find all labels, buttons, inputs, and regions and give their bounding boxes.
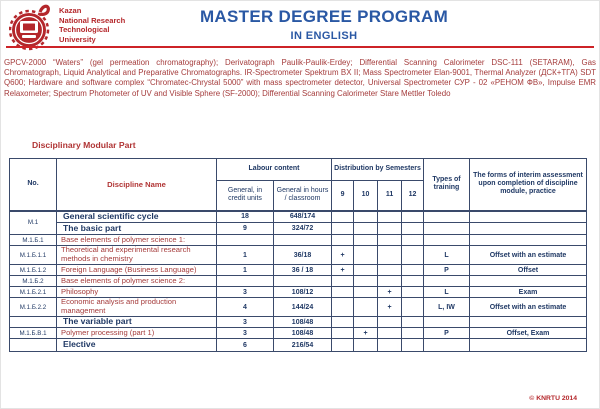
row-number-cell — [10, 339, 57, 352]
training-type-cell: P — [424, 328, 470, 339]
header-no: No. — [10, 159, 57, 211]
assessment-cell — [470, 211, 587, 223]
header-semester-9: 9 — [332, 181, 354, 211]
semester-12-cell — [402, 298, 424, 317]
header-general-credit: General, in credit units — [217, 181, 274, 211]
training-type-cell — [424, 317, 470, 328]
hours-cell: 216/54 — [274, 339, 332, 352]
semester-12-cell — [402, 328, 424, 339]
header-titles — [1, 7, 599, 42]
semester-11-cell — [378, 328, 402, 339]
training-type-cell — [424, 223, 470, 235]
credit-units-cell: 6 — [217, 339, 274, 352]
discipline-name-cell: Theoretical and experimental research methods in chemistry — [57, 246, 217, 265]
row-number-cell: М.1.Б.2 — [10, 276, 57, 287]
semester-9-cell — [332, 298, 354, 317]
row-number-cell: М.1.Б.1.2 — [10, 265, 57, 276]
hours-cell — [274, 276, 332, 287]
curriculum-table-wrap — [9, 158, 587, 352]
table-row — [10, 328, 587, 339]
hours-cell: 108/48 — [274, 328, 332, 339]
table-row — [10, 298, 587, 317]
header-assessment-forms: The forms of interim assessment upon completion of discipline module, practice — [470, 159, 587, 211]
semester-10-cell — [354, 223, 378, 235]
semester-11-cell — [378, 317, 402, 328]
table-row — [10, 287, 587, 298]
hours-cell — [274, 235, 332, 246]
semester-11-cell — [378, 339, 402, 352]
table-row — [10, 246, 587, 265]
semester-9-cell — [332, 276, 354, 287]
table-row — [10, 339, 587, 352]
training-type-cell: L — [424, 246, 470, 265]
semester-12-cell — [402, 246, 424, 265]
semester-11-cell — [378, 223, 402, 235]
row-number-cell: М.1.Б.2.2 — [10, 298, 57, 317]
semester-10-cell — [354, 235, 378, 246]
assessment-cell — [470, 223, 587, 235]
semester-12-cell — [402, 265, 424, 276]
university-name-line: National Research — [59, 15, 126, 25]
semester-10-cell — [354, 276, 378, 287]
hours-cell: 108/48 — [274, 317, 332, 328]
table-row — [10, 211, 587, 223]
semester-11-cell: + — [378, 287, 402, 298]
header-types-of-training: Types of training — [424, 159, 470, 211]
semester-9-cell — [332, 235, 354, 246]
assessment-cell: Offset with an estimate — [470, 298, 587, 317]
table-row — [10, 276, 587, 287]
training-type-cell — [424, 235, 470, 246]
header-semester-10: 10 — [354, 181, 378, 211]
semester-10-cell — [354, 339, 378, 352]
assessment-cell: Exam — [470, 287, 587, 298]
hours-cell: 648/174 — [274, 211, 332, 223]
assessment-cell: Offset — [470, 265, 587, 276]
semester-10-cell — [354, 298, 378, 317]
row-number-cell: М.1 — [10, 211, 57, 235]
table-row — [10, 265, 587, 276]
discipline-name-cell: Elective — [57, 339, 217, 352]
table-row — [10, 235, 587, 246]
semester-12-cell — [402, 339, 424, 352]
header-general-hours: General in hours / classroom — [274, 181, 332, 211]
header-distribution: Distribution by Semesters — [332, 159, 424, 181]
semester-12-cell — [402, 223, 424, 235]
university-name-line: Kazan — [59, 6, 82, 15]
credit-units-cell: 3 — [217, 317, 274, 328]
header-labour-content: Labour content — [217, 159, 332, 181]
row-number-cell: М.1.Б.1.1 — [10, 246, 57, 265]
semester-9-cell: + — [332, 265, 354, 276]
semester-9-cell — [332, 287, 354, 298]
credit-units-cell: 3 — [217, 328, 274, 339]
hours-cell: 36/18 — [274, 246, 332, 265]
semester-10-cell — [354, 265, 378, 276]
training-type-cell: L, IW — [424, 298, 470, 317]
training-type-cell — [424, 276, 470, 287]
table-row — [10, 317, 587, 328]
header-semester-11: 11 — [378, 181, 402, 211]
university-name-line: Technological — [59, 25, 110, 35]
assessment-cell — [470, 235, 587, 246]
semester-12-cell — [402, 211, 424, 223]
semester-10-cell — [354, 211, 378, 223]
row-number-cell — [10, 317, 57, 328]
semester-9-cell — [332, 339, 354, 352]
hours-cell: 108/12 — [274, 287, 332, 298]
semester-9-cell — [332, 317, 354, 328]
row-number-cell: М.1.Б.1 — [10, 235, 57, 246]
assessment-cell — [470, 276, 587, 287]
row-number-cell: М.1.Б.В.1 — [10, 328, 57, 339]
discipline-name-cell: Economic analysis and production management — [57, 298, 217, 317]
credit-units-cell: 1 — [217, 265, 274, 276]
credit-units-cell: 1 — [217, 246, 274, 265]
section-label: Disciplinary Modular Part — [32, 140, 136, 150]
semester-9-cell — [332, 328, 354, 339]
row-number-cell: М.1.Б.2.1 — [10, 287, 57, 298]
curriculum-table — [9, 158, 587, 352]
semester-11-cell: + — [378, 298, 402, 317]
header-semester-12: 12 — [402, 181, 424, 211]
curriculum-table-body — [10, 211, 587, 352]
semester-9-cell: + — [332, 246, 354, 265]
hours-cell: 324/72 — [274, 223, 332, 235]
semester-9-cell — [332, 223, 354, 235]
page-title: MASTER DEGREE PROGRAM — [199, 7, 449, 26]
discipline-name-cell: Polymer processing (part 1) — [57, 328, 217, 339]
semester-9-cell — [332, 211, 354, 223]
page-subtitle: IN ENGLISH — [290, 30, 358, 42]
copyright: © KNRTU 2014 — [529, 395, 577, 402]
semester-11-cell — [378, 246, 402, 265]
assessment-cell: Offset with an estimate — [470, 246, 587, 265]
discipline-name-cell: The basic part — [57, 223, 217, 235]
semester-10-cell — [354, 317, 378, 328]
training-type-cell — [424, 211, 470, 223]
semester-11-cell — [378, 265, 402, 276]
header-divider — [6, 46, 594, 48]
credit-units-cell — [217, 235, 274, 246]
table-row — [10, 223, 587, 235]
assessment-cell — [470, 339, 587, 352]
semester-11-cell — [378, 235, 402, 246]
discipline-name-cell: General scientific cycle — [57, 211, 217, 223]
semester-10-cell — [354, 246, 378, 265]
credit-units-cell: 18 — [217, 211, 274, 223]
training-type-cell — [424, 339, 470, 352]
discipline-name-cell: Base elements of polymer science 2: — [57, 276, 217, 287]
discipline-name-cell: Base elements of polymer science 1: — [57, 235, 217, 246]
discipline-name-cell: Philosophy — [57, 287, 217, 298]
equipment-paragraph: GPCV-2000 “Waters” (gel permeation chromatography); Derivatograph Paulik-Paulik-Erdey; Differential Scanning Calorimeter DSC-111 (SETARAM), Gas Chromatograph, Liquid Analytical and Preparative Chromatographs. IR-Spectrometer Spektrum BX II; Mass Spectrometer Elan-9001, Thermal Analyzer (ДСК+ТГА) SDT Q600; Hardware and software complex “Chromatec-Chrystal 5000” with mass spectrometer detector, Universal Spectrometer СУР - 02 «РЕНОМ ФВ», Impulse EMR Relaxometer; Spectrum Photometer of UV and Visible Sphere (SF-2000); Differential Scanning Calorimeter Stare Mettler Toledo — [4, 58, 596, 98]
discipline-name-cell: The variable part — [57, 317, 217, 328]
training-type-cell: L — [424, 287, 470, 298]
semester-10-cell: + — [354, 328, 378, 339]
discipline-name-cell: Foreign Language (Business Language) — [57, 265, 217, 276]
university-name-line: University — [59, 34, 96, 44]
credit-units-cell — [217, 276, 274, 287]
semester-11-cell — [378, 211, 402, 223]
assessment-cell — [470, 317, 587, 328]
semester-10-cell — [354, 287, 378, 298]
credit-units-cell: 9 — [217, 223, 274, 235]
hours-cell: 36 / 18 — [274, 265, 332, 276]
semester-12-cell — [402, 276, 424, 287]
header-discipline-name: Discipline Name — [57, 159, 217, 211]
semester-12-cell — [402, 287, 424, 298]
credit-units-cell: 3 — [217, 287, 274, 298]
semester-11-cell — [378, 276, 402, 287]
credit-units-cell: 4 — [217, 298, 274, 317]
training-type-cell: P — [424, 265, 470, 276]
semester-12-cell — [402, 235, 424, 246]
hours-cell: 144/24 — [274, 298, 332, 317]
semester-12-cell — [402, 317, 424, 328]
assessment-cell: Offset, Exam — [470, 328, 587, 339]
